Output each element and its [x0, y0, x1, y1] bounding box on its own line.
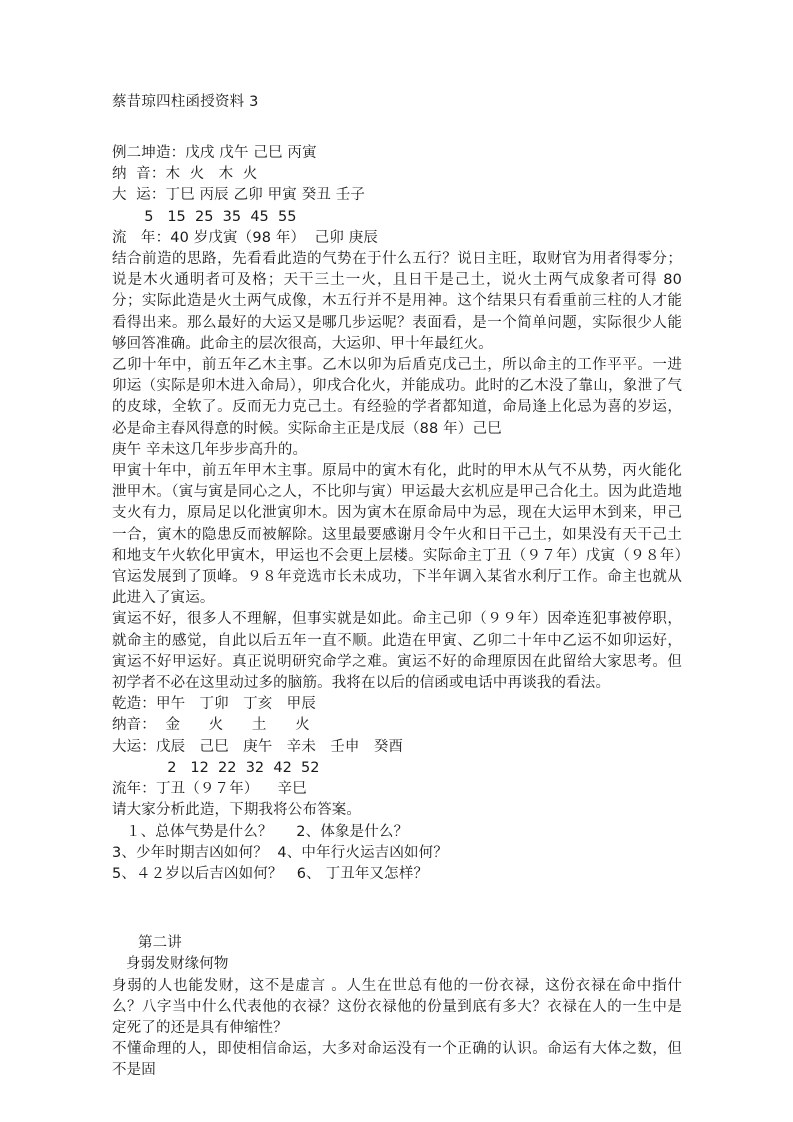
lecture-heading: 第二讲	[138, 935, 182, 952]
chart-one-dayun: 大 运：丁巳 丙辰 乙卯 甲寅 癸丑 壬子	[112, 187, 366, 204]
lecture-paragraph-2: 不懂命理的人，即使相信命运，大多对命运没有一个正确的认识。命运有大体之数，但不是固	[112, 1041, 682, 1079]
page-title: 蔡昔琼四柱函授资料 3	[112, 94, 259, 110]
chart-one-kunzao: 例二坤造：戊戌 戊午 己巳 丙寅	[112, 145, 317, 161]
chart-two-liunian: 流年：丁丑（９７年） 辛巳	[112, 781, 307, 798]
paragraph-analysis-2: 乙卯十年中，前五年乙木主事。乙木以卯为后盾克戊己土，所以命主的工作平平。一进卯运（实际是卯木进入命局），卯戌合化火，并能成功。此时的乙木没了靠山，象泄了气的皮球，全软了。反而无力克己土。有经验的学者都知道，命局逢上化忌为喜的岁运，必是命主春风得意的时候。实际命主正是戊辰（88 年）己巳	[112, 357, 682, 437]
paragraph-analysis-4: 甲寅十年中，前五年甲木主事。原局中的寅木有化，此时的甲木从气不从势，丙火能化泄甲木。（寅与寅是同心之人，不比卯与寅）甲运最大玄机应是甲己合化土。因为此造地支火有力，原局足以化泄寅卯木。因为寅木在原命局中为忌，现在大运甲木到来，甲己一合，寅木的隐患反而被解除。这里最要感谢月令午火和日干己土，如果没有天干己土和地支午火软化甲寅木，甲运也不会更上层楼。实际命主丁丑（９７年）戊寅（９８年）官运发展到了顶峰。９８年竞选市长未成功，下半年调入某省水利厅工作。命主也就从此进入了寅运。	[112, 463, 682, 607]
chart-two-nayin: 纳音： 金 火 土 火	[112, 717, 310, 734]
paragraph-analysis-1: 结合前造的思路，先看看此造的气势在于什么五行？说日主旺，取财官为用者得零分；说是木火通明者可及格；天干三土一火，且日干是己土，说火土两气成象者可得 80 分；实际此造是火土两气成像，木五行并不是用神。这个结果只有看重前三柱的人才能看得出来。那么最好的大运又是哪几步运呢？表面看，是一个简单问题，实际很少人能够回答准确。此命主的层次很高，大运卯、甲十年最红火。	[112, 251, 682, 352]
chart-two-dayun: 大运：戊辰 己巳 庚午 辛未 壬申 癸酉	[112, 738, 404, 755]
question-line-3: 5、４２岁以后吉凶如何？ 6、 丁丑年又怎样？	[112, 865, 429, 882]
chart-one-liunian: 流 年：40 岁戊寅（98 年） 己卯 庚辰	[112, 229, 379, 246]
section-spacer	[112, 885, 682, 933]
chart-two-dayun-ages: 2 12 22 32 42 52	[112, 759, 320, 776]
lecture-paragraph-1: 身弱的人也能发财，这不是虚言 。人生在世总有他的一份衣禄，这份衣禄在命中指什么？八字当中什么代表他的衣禄？这份衣禄他的份量到底有多大？衣禄在人的一生中是定死了的还是具有伸缩性？	[112, 977, 682, 1036]
question-line-1: １、总体气势是什么？ 2、体象是什么？	[126, 823, 409, 840]
question-line-2: 3、少年时期吉凶如何？ 4、中年行火运吉凶如何？	[112, 844, 448, 861]
document-body	[112, 92, 682, 1082]
paragraph-analysis-3: 庚午 辛未这几年步步高升的。	[112, 441, 308, 458]
questions-intro: 请大家分析此造，下期我将公布答案。	[112, 802, 362, 819]
chart-one-dayun-ages: 5 15 25 35 45 55	[112, 208, 297, 225]
chart-two-qianzao: 乾造：甲午 丁卯 丁亥 甲辰	[112, 696, 316, 713]
lecture-subheading: 身弱发财缘何物	[126, 956, 229, 973]
chart-one-nayin: 纳 音：木 火 木 火	[112, 166, 258, 183]
paragraph-analysis-5: 寅运不好，很多人不理解，但事实就是如此。命主己卯（９９年）因牵连犯事被停职，就命主的感觉，自此以后五年一直不顺。此造在甲寅、乙卯二十年中乙运不如卯运好，寅运不好甲运好。真正说明研究命学之难。寅运不好的命理原因在此留给大家思考。但初学者不必在这里动过多的脑筋。我将在以后的信函或电话中再谈我的看法。	[112, 611, 682, 692]
